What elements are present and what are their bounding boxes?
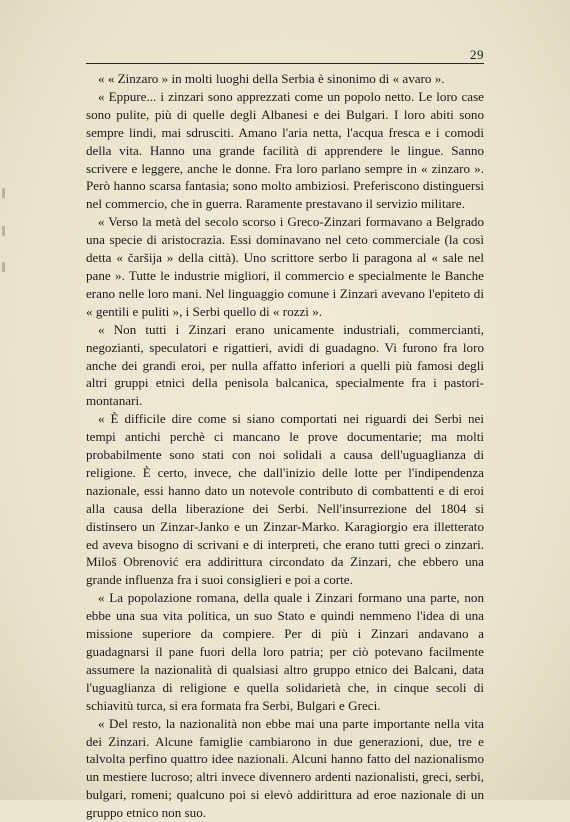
paragraph: « Non tutti i Zinzari erano unicamente industriali, commercianti, negozianti, speculatori e rigattieri, avidi di guadagno. Vi furono fra loro anche dei grandi eroi, per nulla affatto inferiori a quelli più famosi degli altri gruppi etnici della penisola balcanica, specialmente fra i pastori-montanari. (86, 321, 484, 409)
paragraph: « Verso la metà del secolo scorso i Greco-Zinzari formavano a Belgrado una specie di aristocrazia. Essi dominavano nel ceto commerciale (la così detta « čaršija » della città). Uno scrittore serbo li paragona al « sale nel pane ». Tutte le industrie migliori, il commercio e specialmente le Banche erano nelle loro mani. Nel linguaggio comune i Zinzari avevano l'epiteto di « gentili e puliti », i Serbi quello di « rozzi ». (86, 214, 484, 319)
header-rule (86, 63, 484, 64)
paragraph: « Del resto, la nazionalità non ebbe mai una parte importante nella vita dei Zinzari. Alcune famiglie cambiarono in due generazioni, due, tre e talvolta perfino quattro idee nazionali. Alcuni hanno fatto del nazionalismo un mestiere lucroso; altri invece divennero ardenti nazionalisti, greci, serbi, bulgari, romeni; qualcuno poi si elevò addirittura ad eroe nazionale di un gruppo etnico non suo. (86, 715, 484, 821)
margin-mark (2, 226, 5, 236)
paragraph: « « Zinzaro » in molti luoghi della Serbia è sinonimo di « avaro ». (98, 71, 445, 86)
paragraph: « È difficile dire come si siano comportati nei riguardi dei Serbi nei tempi antichi perchè ci mancano le prove documentarie; ma molti probabilmente sono stati con noi solidali a causa dell'uguaglianza di religione. È certo, invece, che dall'inizio delle lotte per l'indipendenza nazionale, essi hanno dato un notevole contributo di combattenti e di eroi alla causa della liberazione dei Serbi. Nell'insurrezione del 1804 si distinsero un Zinzar-Janko e un Zinzar-Marko. Karagiorgio era illetterato ed aveva bisogno di scrivani e di interpreti, che erano tutti greci o zinzari. Miloš Obrenović era addirittura circondato da Zinzari, che ebbero una grande influenza fra i suoi consiglieri e poi a corte. (86, 411, 484, 588)
page-number: 29 (470, 47, 484, 62)
paragraph: « Eppure... i zinzari sono apprezzati come un popolo netto. Le loro case sono pulite, più di quelle degli Albanesi e dei Bulgari. I loro abiti sono sempre lindi, mai sdrusciti. Amano l'aria netta, l'acqua fresca e i comodi della vita. Hanno una grande facilità di apprendere le lingue. Sanno scrivere e leggere, anche le donne. Fra loro parlano sempre in « zinzaro ». Però hanno scarsa fantasia; sono molto ambiziosi. Preferiscono distinguersi nel commercio, che in guerra. Raramente prestavano il servizio militare. (86, 88, 484, 212)
margin-mark (2, 262, 5, 272)
margin-mark (2, 188, 5, 198)
paragraph: « La popolazione romana, della quale i Zinzari formano una parte, non ebbe una sua vita politica, un suo Stato e quindi nemmeno l'idea di una missione superiore da compiere. Per di più i Zinzari andavano a guadagnarsi il pane fuori della loro patria; per ciò potevano facilmente assumere la nazionalità di qualsiasi altro gruppo etnico dei Balcani, data l'uguaglianza di religione e quella solidarietà che, in cinque secoli di schiavitù turca, si era formata fra Serbi, Bulgari e Greci. (86, 590, 484, 713)
body-text (86, 70, 484, 822)
